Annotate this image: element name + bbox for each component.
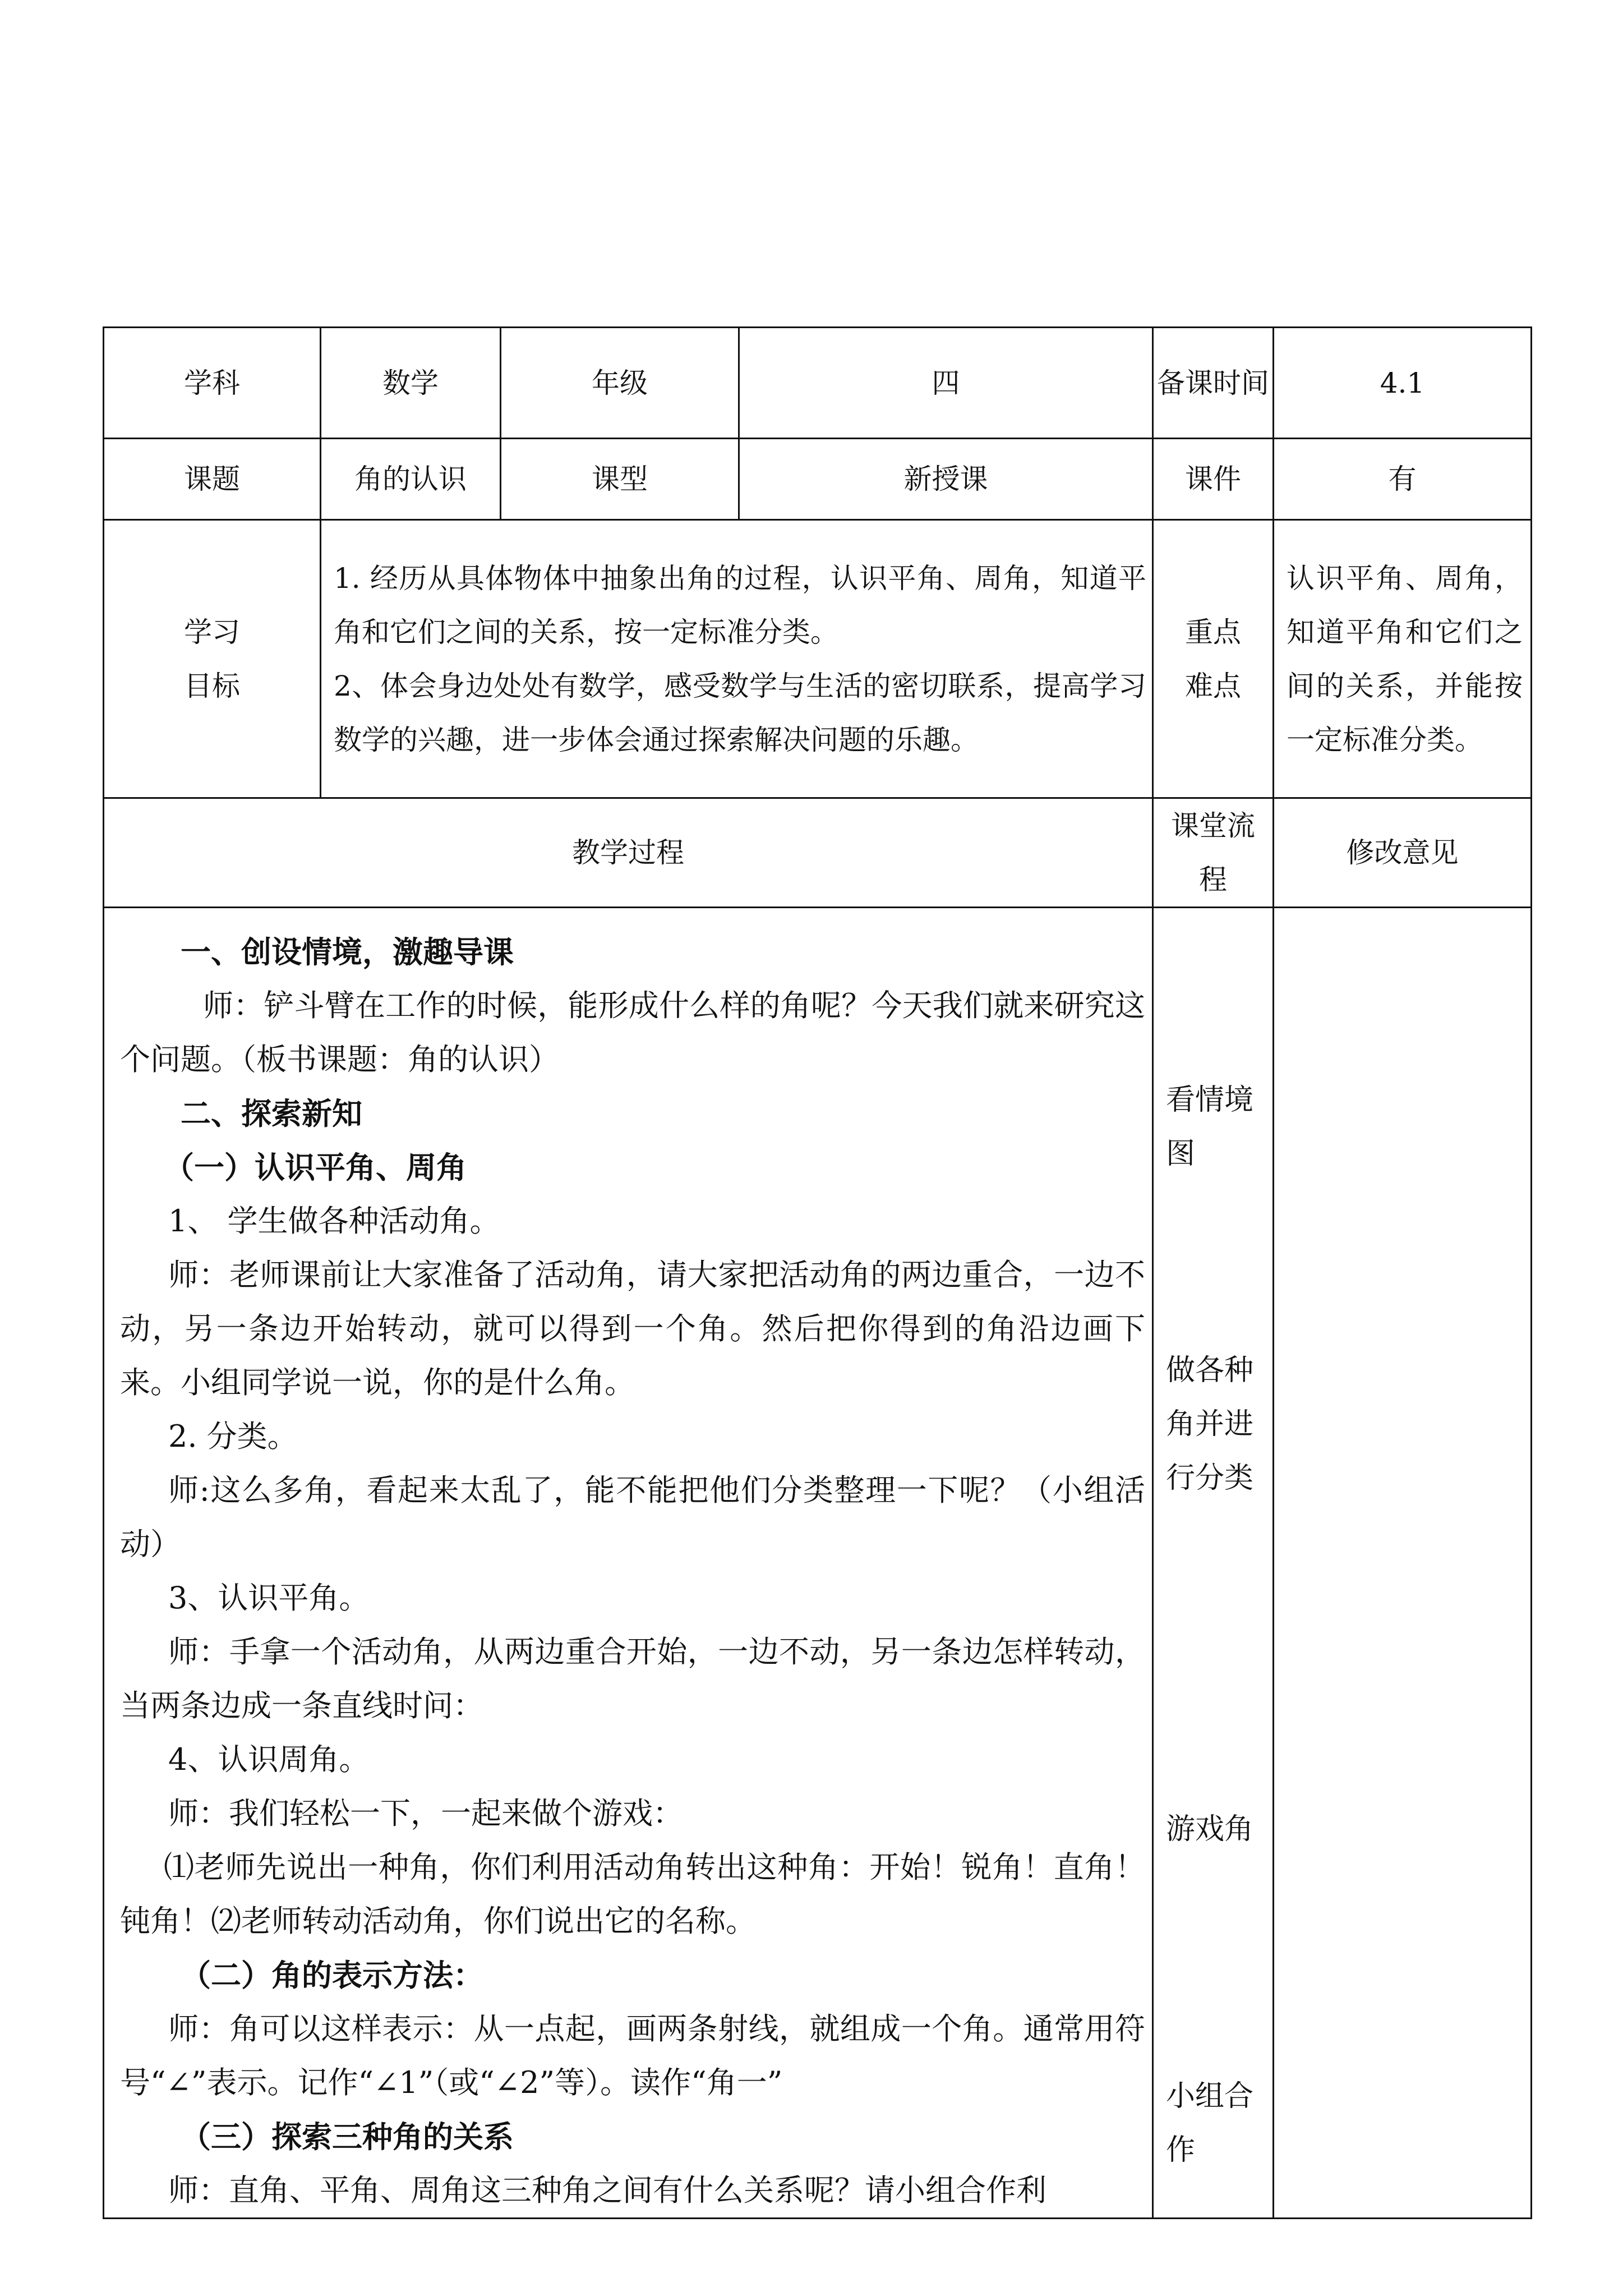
goals-text [321, 520, 1153, 798]
process-paragraph: 2. 分类。 [168, 1419, 298, 1454]
topic-value: 角的认识 [321, 439, 501, 520]
goals-row [104, 520, 1532, 798]
process-paragraph: 师:这么多角，看起来太乱了，能不能把他们分类整理一下呢？（小组活动） [120, 1473, 1145, 1562]
process-paragraph: 4、认识周角。 [168, 1742, 370, 1777]
section-heading: 二、探索新知 [181, 1096, 362, 1131]
focus-text: 认识平角、周角，知道平角和它们之间的关系，并能按一定标准分类。 [1274, 520, 1532, 798]
process-paragraph: 师：老师课前让大家准备了活动角，请大家把活动角的两边重合，一边不动，另一条边开始转动，就可以得到一个角。然后把你得到的角沿边画下来。小组同学说一说，你的是什么角。 [120, 1257, 1145, 1400]
topic-label: 课题 [104, 439, 321, 520]
focus-label-line2: 难点 [1185, 669, 1241, 702]
flow-label: 课堂流程 [1153, 798, 1274, 908]
subsection-heading: （三）探索三种角的关系 [181, 2119, 514, 2155]
flow-spacer [1166, 1856, 1265, 2069]
header-row-1 [104, 328, 1532, 439]
revision-column [1274, 908, 1532, 2219]
flow-note: 看情境图 [1166, 1083, 1254, 1171]
flow-note: 做各种角并进行分类 [1166, 1354, 1254, 1495]
header-row-2 [104, 439, 1532, 520]
process-header-row [104, 798, 1532, 908]
process-paragraph: 师：直角、平角、周角这三种角之间有什么关系呢？请小组合作利 [168, 2173, 1046, 2208]
goals-text-body: 1. 经历从具体物体中抽象出角的过程，认识平角、周角，知道平角和它们之间的关系，按一定标准分类。 2、体会身边处处有数学，感受数学与生活的密切联系，提高学习数学的兴趣，进一步体会通过探索解决问题的乐趣。 [334, 562, 1146, 756]
subsection-heading: （一）认识平角、周角 [164, 1149, 467, 1185]
process-body-row [104, 908, 1532, 2219]
process-paragraph: 3、认识平角。 [168, 1580, 370, 1616]
process-text [104, 908, 1153, 2219]
process-label: 教学过程 [104, 798, 1153, 908]
grade-value: 四 [739, 328, 1153, 439]
process-paragraph: 师：手拿一个活动角，从两边重合开始，一边不动，另一条边怎样转动，当两条边成一条直线时问： [120, 1634, 1145, 1723]
revision-label: 修改意见 [1274, 798, 1532, 908]
prep-time-value: 4.1 [1274, 328, 1532, 439]
grade-label: 年级 [501, 328, 739, 439]
process-paragraph: 师：角可以这样表示：从一点起，画两条射线，就组成一个角。通常用符号“∠”表示。记作“∠1”（或“∠2”等）。读作“角一” [120, 2011, 1145, 2100]
courseware-value: 有 [1274, 439, 1532, 520]
flow-column [1153, 908, 1274, 2219]
process-paragraph: 师：我们轻松一下，一起来做个游戏： [168, 1796, 683, 1831]
focus-label [1153, 520, 1274, 798]
type-label: 课型 [501, 439, 739, 520]
process-paragraph: 1、 学生做各种活动角。 [168, 1203, 500, 1239]
flow-spacer [1166, 949, 1265, 1073]
prep-time-label: 备课时间 [1153, 328, 1274, 439]
flow-note: 小组合作 [1166, 2079, 1254, 2167]
flow-spacer [1166, 1505, 1265, 1802]
goals-label [104, 520, 321, 798]
focus-label-line1: 重点 [1185, 615, 1241, 648]
section-heading: 一、创设情境，激趣导课 [181, 934, 514, 970]
process-paragraph: 师：铲斗臂在工作的时候，能形成什么样的角呢？今天我们就来研究这个问题。（板书课题：角的认识） [120, 988, 1145, 1077]
type-value: 新授课 [739, 439, 1153, 520]
subsection-heading: （二）角的表示方法： [181, 1957, 483, 1993]
courseware-label: 课件 [1153, 439, 1274, 520]
subject-value: 数学 [321, 328, 501, 439]
goals-label-line1: 学习 [184, 615, 240, 648]
goals-label-line2: 目标 [184, 669, 240, 702]
flow-note: 游戏角 [1166, 1812, 1254, 1846]
lesson-plan-table [103, 326, 1532, 2219]
process-paragraph: ⑴老师先说出一种角，你们利用活动角转出这种角：开始！锐角！直角！钝角！⑵老师转动活动角，你们说出它的名称。 [120, 1849, 1145, 1939]
subject-label: 学科 [104, 328, 321, 439]
flow-spacer [1166, 1181, 1265, 1343]
